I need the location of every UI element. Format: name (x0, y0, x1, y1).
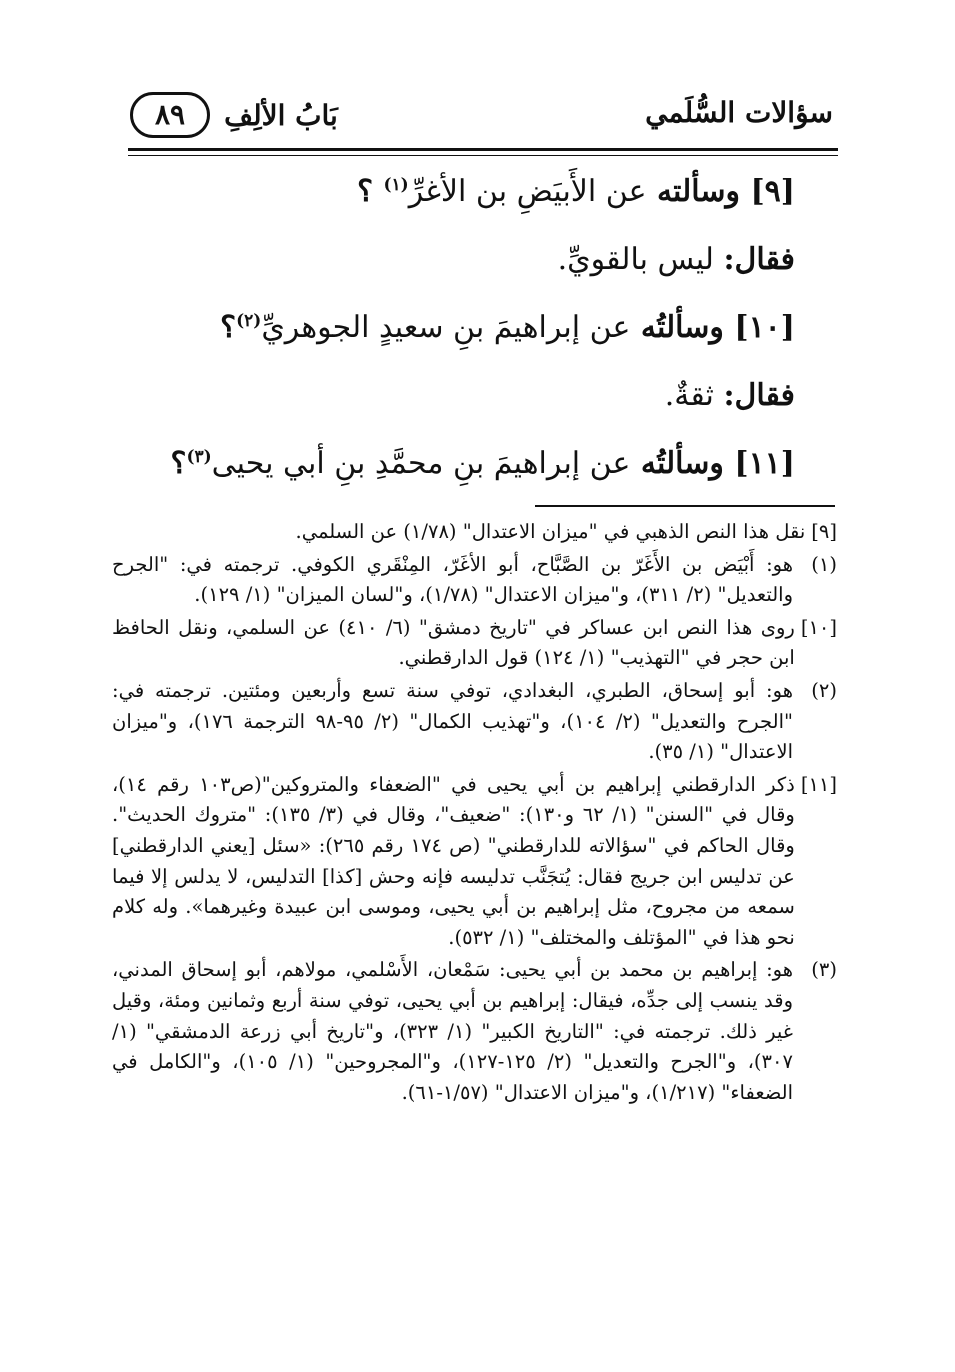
question-9 (155, 158, 795, 226)
question-number: [٩] (750, 174, 795, 209)
footnote-item (112, 550, 837, 611)
footnote-ref[interactable]: (٢) (236, 311, 262, 331)
header-rule-thick (128, 148, 838, 151)
footnote-text: روى هذا النص ابن عساكر في "تاريخ دمشق" (٦/ ٤١٠) عن السلمي، ونقل الحافظ ابن حجر في "التهذيب" (١/ ١٢٤) قول الدارقطني. (112, 615, 795, 670)
footnote-ref[interactable]: (١) (383, 175, 409, 195)
question-lead: وسألته (656, 174, 741, 209)
footnote-text: ذكر الدارقطني إبراهيم بن أبي يحيى في "الضعفاء والمتروكين"(ص١٠٣ رقم ١٤)، وقال في "السنن" (١/ ٦٢ و١٣٠): "ضعيف"، وقال في (٣/ ١٣٥): "متروك الحديث". وقال الحاكم في "سؤالاته للدارقطني" (ص ١٧٤ رقم ٢٦٥): «سئل [يعني الدارقطني] عن تدليس ابن جريج فقال: يُتجَنَّب تدليسه فإنه وحش [كذا] التدليس، لا يدلس إلا فيما سمعه من مجروح، مثل إبراهيم بن أبي يحيى، وموسى ابن عبيدة وغيرهما». وله كلام نحو هذا في "المؤتلف والمختلف" (١/ ٥٣٢). (112, 772, 795, 949)
chapter-title: بَابُ الألِفِ (224, 98, 338, 132)
question-10 (155, 294, 795, 362)
footnote-number: (٣) (811, 958, 837, 982)
question-11 (155, 430, 795, 498)
footnote-text: هو: أَبْيَض بن الأَغَرّ بن الصَّبَّاح، أبو الأغَرّ، المِنْقَري الكوفي. ترجمته في: "الجرح والتعديل" (٢/ ٣١١)، و"ميزان الاعتدال" (١/٧٨)، و"لسان الميزان" (١/ ١٢٩). (112, 552, 793, 607)
chapter-header (130, 92, 338, 138)
answer-lead: فقال: (723, 378, 795, 413)
footnote-number: (١) (811, 552, 837, 576)
answer-text: ثقةٌ. (664, 378, 714, 413)
footnote-item (112, 613, 837, 674)
answer-text: ليس بالقويِّ. (557, 242, 714, 277)
question-number: [١٠] (734, 310, 795, 345)
footnote-item (112, 517, 837, 548)
question-text: عن إبراهيمَ بنِ سعيدٍ الجوهريِّ (261, 310, 631, 345)
question-mark: ؟ (357, 174, 373, 209)
header-rule-thin (128, 155, 838, 156)
footnote-text: هو: أبو إسحاق، الطبري، البغدادي، توفي سنة تسع وأربعين ومئتين. ترجمته في: "الجرح والتعديل" (٢/ ١٠٤)، و"تهذيب الكمال" (٢/ ٩٥-٩٨ الترجمة ١٧٦)، و"ميزان الاعتدال" (١/ ٣٥). (112, 678, 793, 764)
footnote-item (112, 955, 837, 1108)
main-text (155, 158, 795, 498)
footnote-text: نقل هذا النص الذهبي في "ميزان الاعتدال" (١/٧٨) عن السلمي. (295, 520, 806, 543)
question-number: [١١] (734, 446, 795, 481)
footnote-number: [٩] (811, 520, 837, 543)
footnote-number: [١٠] (800, 615, 837, 639)
footnote-number: (٢) (811, 678, 837, 702)
footnote-text: هو: إبراهيم بن محمد بن أبي يحيى: سَمْعان، الأَسْلمي، مولاهم، أبو إسحاق المدني، وقد ينسب إلى جدِّه، فيقال: إبراهيم بن أبي يحيى، توفي سنة أربع وثمانين ومئة، وقيل غير ذلك. ترجمته في: "التاريخ الكبير" (١/ ٣٢٣)، و"تاريخ أبي زرعة الدمشقي" (١/ ٣٠٧)، و"الجرح والتعديل" (٢/ ١٢٥-١٢٧)، و"المجروحين" (١/ ١٠٥)، و"الكامل في الضعفاء" (١/٢١٧)، و"ميزان الاعتدال" (١/٥٧-٦١). (112, 958, 793, 1104)
question-lead: وسألتُه (640, 310, 724, 345)
answer-9 (155, 226, 795, 294)
footnotes (112, 517, 837, 1110)
answer-10 (155, 362, 795, 430)
footnote-item (112, 770, 837, 954)
book-title: سؤالات السُّلَمي (645, 96, 833, 129)
answer-lead: فقال: (723, 242, 795, 277)
footnote-separator (535, 505, 835, 507)
question-mark: ؟ (220, 310, 237, 345)
question-mark: ؟ (170, 446, 187, 481)
footnote-ref[interactable]: (٣) (186, 447, 212, 467)
question-text: عن الأَبيَضِ بن الأغرِّ (408, 174, 647, 209)
question-text: عن إبراهيمَ بنِ محمَّدِ بنِ أبي يحيى (211, 446, 631, 481)
page-number: ٨٩ (130, 92, 210, 138)
footnote-number: [١١] (800, 772, 837, 796)
footnote-item (112, 676, 837, 768)
question-lead: وسألتُه (640, 446, 724, 481)
